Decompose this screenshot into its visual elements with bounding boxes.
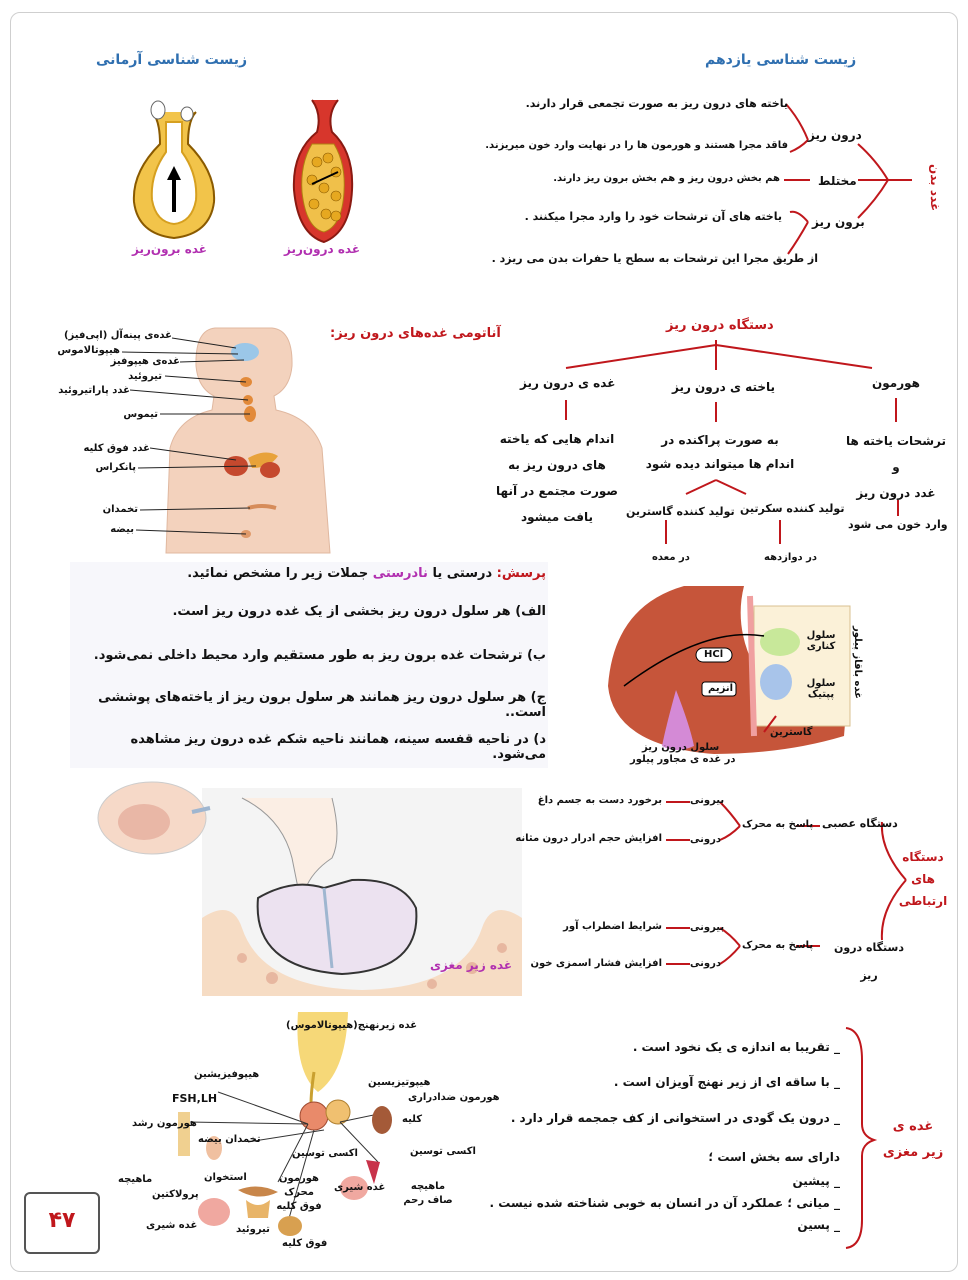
stomach-endocrine-cell-2: در غده ی مجاور پیلور — [630, 754, 736, 765]
hd-fsh-lh: FSH,LH — [172, 1092, 218, 1105]
comm-root-line: دستگاه — [902, 850, 944, 864]
hd-ovary-testis: تخمدان بیضه — [198, 1134, 261, 1145]
hd-milk-gland: غده شیری — [146, 1220, 198, 1231]
comm-nervous: دستگاه عصبی — [822, 817, 898, 830]
stomach-figure — [604, 586, 874, 766]
hd-hypothalamus: غده زیرنهنج(هیپوتالاموس) — [286, 1020, 418, 1031]
hd-thyroid: تیروئید — [236, 1224, 270, 1235]
anat-label-adrenal: غدد فوق کلیه — [83, 443, 150, 454]
hormone-enters-blood: وارد خون می شود — [848, 518, 948, 531]
in-duodenum: در دوازدهه — [764, 552, 818, 563]
question-text-b: جملات زیر را مشخص نمائید. — [187, 566, 373, 581]
hormone-desc-line: ترشحات یاخته ها — [845, 434, 946, 448]
comm-root — [898, 846, 948, 912]
col-gland: غده ی درون ریز — [520, 376, 616, 390]
pituitary-note-7: _ پسین — [797, 1218, 840, 1232]
pituitary-note-6: _ میانی ؛ عملکرد آن در انسان به خوبی شناخته شده نیست . — [489, 1196, 840, 1210]
anatomy-figure — [0, 318, 330, 553]
comm-root-line: ارتباطی — [898, 894, 948, 908]
nervous-external-example: برخورد دست به جسم داغ — [537, 795, 662, 806]
hd-stim-line: محرک — [284, 1187, 314, 1198]
hd-oxytocin-2: اکسی توسین — [410, 1146, 476, 1157]
pituitary-note-5: _ پیشین — [792, 1174, 840, 1188]
anat-label-pancreas: پانکراس — [95, 462, 136, 473]
gastrin-producer: تولید کننده گاسترین — [626, 505, 735, 518]
nervous-external: بیرونی — [690, 795, 725, 806]
pituitary-label: غده زیر مغزی — [430, 958, 513, 972]
stomach-side-label: غده باقاز پیلور — [852, 626, 863, 699]
comm-root-line: های — [911, 872, 935, 886]
question-highlight: نادرستی — [372, 566, 428, 581]
col-cell: یاخته ی درون ریز — [672, 380, 776, 394]
question-title — [66, 566, 546, 581]
node-endocrine: درون ریز — [808, 128, 862, 142]
hormone-desc-line: غدد درون ریز — [856, 486, 936, 500]
comm-endocrine — [834, 934, 904, 990]
anatomy-title: آناتومی غده‌های درون ریز: — [330, 326, 501, 341]
stomach-chief-cell: سلول پپتیک — [806, 678, 836, 700]
label-exocrine-gland: غده برون‌ریز — [132, 242, 207, 256]
pituitary-title-line: غده ی — [892, 1119, 934, 1134]
hd-stim-line: فوق کلیه — [276, 1201, 322, 1212]
hd-bone: استخوان — [204, 1172, 247, 1183]
hd-adh: هورمون ضدادراری — [408, 1092, 500, 1103]
pituitary-note-3: _ درون یک گودی در استخوانی از کف جمجمه قرار دارد . — [510, 1111, 840, 1125]
hd-stim-line: هورمون — [279, 1173, 319, 1184]
secretin-producer: تولید کننده سکرتین — [740, 502, 845, 515]
hd-muscle2-line: ماهیچه — [410, 1181, 446, 1192]
hormones-diagram — [118, 1012, 518, 1252]
hd-milk-gland-2: غده شیری — [334, 1182, 386, 1193]
anat-label-ovary: تخمدان — [102, 504, 138, 515]
gland-desc-line: یافت میشود — [521, 510, 593, 524]
body-glands-root: غدد بدن — [928, 164, 942, 212]
pituitary-note-4: دارای سه بخش است ؛ — [708, 1150, 840, 1164]
cell-desc-line: به صورت پراکنده در — [661, 433, 779, 447]
hormone-desc-line: و — [892, 460, 900, 474]
gland-drawings — [112, 92, 412, 260]
nervous-internal: درونی — [690, 834, 721, 845]
gland-desc-line: اندام هایی که یاخته — [499, 432, 615, 446]
exo-note-2: از طریق مجرا این ترشحات به سطح یا حفرات بدن می ریزد . — [491, 252, 818, 265]
header-right: زیست شناسی یازدهم — [705, 52, 857, 68]
pituitary-title-line: زیر مغزی — [882, 1145, 944, 1160]
hd-muscle2-line: صاف رحم — [403, 1195, 453, 1206]
hd-oxytocin: اکسی توسین — [292, 1148, 358, 1159]
hd-hypophysin: هیپوفیزیشین — [194, 1069, 260, 1080]
stomach-hcl: HCl — [704, 649, 724, 660]
cell-desc — [630, 428, 810, 476]
comm-endocrine-line: دستگاه درون — [833, 941, 904, 954]
question-item-b: ب) ترشحات غده برون ریز به طور مستقیم وارد محیط داخلی نمی‌شود. — [93, 648, 546, 663]
question-item-d: د) در ناحیه قفسه سینه، همانند ناحیه شکم غده درون ریز مشاهده می‌شود. — [130, 732, 546, 762]
nervous-response: پاسخ به محرک — [742, 819, 814, 830]
endocrine-system-title: دستگاه درون ریز — [666, 318, 774, 333]
gland-illustration — [112, 92, 412, 260]
stomach-enzyme: آنزیم — [708, 683, 733, 694]
hd-stimulating — [274, 1172, 324, 1214]
hd-muscle: ماهیچه — [118, 1174, 153, 1185]
mixed-note: هم بخش درون ریز و هم بخش برون ریز دارند. — [553, 173, 780, 184]
gland-desc-line: صورت مجتمع در آنها — [496, 484, 618, 498]
endo-response: پاسخ به محرک — [742, 940, 814, 951]
endo-internal: درونی — [690, 958, 721, 969]
pituitary-note-1: _ تقریبا به اندازه ی یک نخود است . — [632, 1040, 840, 1054]
header-left: زیست شناسی آرمانی — [96, 52, 248, 68]
endo-note-1: یاخته های درون ریز به صورت تجمعی قرار دارند. — [525, 97, 788, 110]
question-prefix: پرسش: — [496, 566, 546, 581]
stomach-endocrine-cell: سلول درون ریز — [642, 742, 720, 753]
hd-prolactin: پرولاکتین — [152, 1189, 199, 1200]
hormone-desc — [840, 428, 952, 506]
gland-desc-line: های درون ریز به — [508, 458, 606, 472]
question-text-a: درستی یا — [427, 566, 497, 581]
label-endocrine-gland: غده درون‌ریز — [284, 242, 361, 256]
hormones-drawings — [118, 1012, 518, 1252]
stomach-gastrin: گاسترین — [770, 727, 813, 738]
hd-adrenal: فوق کلیه — [282, 1238, 328, 1249]
pituitary-note-2: _ با ساقه ای از زیر نهنج آویزان است . — [613, 1075, 840, 1089]
hd-kidney: کلیه — [402, 1114, 423, 1125]
endo-external: بیرونی — [690, 922, 725, 933]
node-exocrine: برون ریز — [812, 215, 865, 229]
node-mixed: مختلط — [818, 174, 857, 188]
stomach-parietal-cell: سلول کناری — [806, 630, 836, 652]
question-item-c: ج) هر سلول درون ریز همانند هر سلول برون ریز از یاخته‌های پوششی است.. — [98, 690, 546, 720]
anat-label-pituitary: غده‌ی هیپوفیز — [110, 356, 180, 367]
hd-hypo2: هیپوتیزیسین — [368, 1077, 431, 1088]
question-item-a: الف) هر سلول درون ریز بخشی از یک غده درون ریز است. — [172, 604, 546, 619]
page-number: ۴۷ — [48, 1208, 76, 1233]
gland-desc — [492, 426, 622, 530]
endo-note-2: فاقد مجرا هستند و هورمون ها را در نهایت وارد خون میریزند. — [485, 140, 788, 151]
endo-internal-example: افزایش فشار اسمزی خون — [530, 958, 662, 969]
nervous-internal-example: افزایش حجم ادرار درون مثانه — [515, 833, 662, 844]
anat-label-hypothalamus: هیپوتالاموس — [57, 345, 120, 356]
hd-growth: هورمون رشد — [132, 1118, 197, 1129]
anat-label-thymus: تیموس — [123, 409, 158, 420]
exo-note-1: یاخته های آن ترشحات خود را وارد مجرا میکنند . — [524, 210, 782, 223]
anat-label-parathyroid: غدد پاراتیروئید — [58, 385, 130, 396]
col-hormone: هورمون — [872, 376, 920, 390]
page-number-box — [24, 1192, 100, 1254]
endo-external-example: شرایط اضطراب آور — [563, 921, 662, 932]
in-stomach: در معده — [652, 552, 690, 563]
pituitary-notes-title — [878, 1114, 948, 1166]
hd-smooth-muscle — [398, 1180, 458, 1208]
anat-label-pineal: غده‌ی پینه‌آل (اپی‌فیز) — [63, 330, 172, 341]
anat-label-testis: بیضه — [110, 524, 134, 535]
comm-endocrine-line: ریز — [860, 969, 878, 982]
anat-label-thyroid: تیروئید — [128, 371, 162, 382]
cell-desc-line: اندام ها میتواند دیده شود — [645, 457, 795, 471]
